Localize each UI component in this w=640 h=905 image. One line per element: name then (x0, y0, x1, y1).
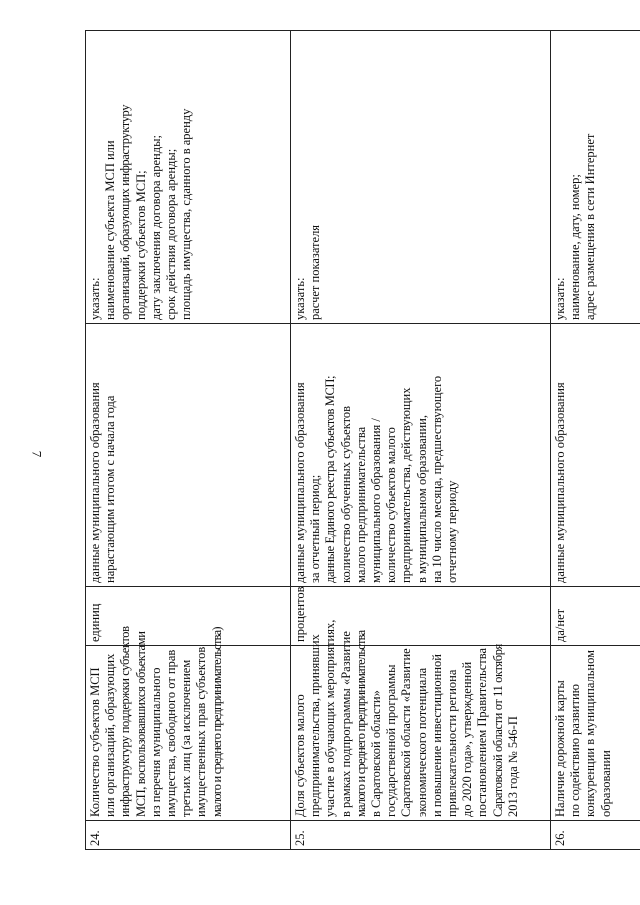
text-line: государственной программы (384, 664, 399, 817)
text-line: на 10 число месяца, предшествующего (429, 375, 444, 583)
data-source-cell (291, 324, 551, 587)
text-line: указать: (293, 277, 307, 320)
text-line: предпринимательства, действующих (399, 387, 414, 583)
text-line: количество обученных субъектов (338, 405, 353, 583)
text-line: площадь имущества, сданного в аренду (179, 108, 194, 320)
table-row (86, 31, 291, 850)
rotated-table-frame (85, 30, 640, 850)
text-line: данные Единого реестра субъектов МСП; (323, 375, 338, 583)
text-line: до 2020 года», утвержденной (460, 661, 475, 817)
text-line: малого предпринимательства (353, 426, 368, 583)
text-line: срок действия договора аренды; (164, 148, 179, 320)
text-line: за отчетный период; (308, 474, 323, 583)
text-line: экономического потенциала (414, 667, 429, 817)
text-line: конкуренции в муниципальном (583, 649, 598, 817)
text-line: привлекательности региона (445, 669, 460, 817)
text-line: предпринимательства, принявших (308, 634, 323, 817)
text-line: инфраструктуру поддержки субъектов (118, 626, 133, 817)
row-number: 25. (291, 821, 551, 850)
text-line: расчет показателя (308, 224, 323, 320)
text-line: данные муниципального образования (293, 382, 307, 583)
text-line: третьих лиц (за исключением (179, 659, 194, 817)
text-line: данные муниципального образования (553, 382, 567, 583)
text-line: постановлением Правительства (475, 647, 490, 817)
text-line: организаций, образующих инфраструктуру (118, 104, 133, 320)
unit-cell: процентов (291, 587, 551, 646)
text-line: указать: (553, 277, 567, 320)
text-line: в муниципальном образовании, (414, 415, 429, 583)
text-line: данные муниципального образования (88, 382, 102, 583)
unit-cell: да/нет (551, 587, 640, 646)
text-line: и повышение инвестиционной (429, 654, 444, 817)
text-line: имущества, свободного от прав (164, 649, 179, 817)
text-line: имущественных прав субъектов (194, 646, 209, 817)
table-row (551, 31, 640, 850)
text-line: 2013 года № 546-П (505, 716, 520, 817)
text-line: по содействию развитию (568, 684, 583, 817)
landscape-sheet (85, 30, 640, 850)
text-line: количество субъектов малого (384, 427, 399, 583)
indicators-table (85, 30, 640, 850)
indicator-name (86, 626, 291, 821)
text-line: или организаций, образующих (103, 653, 118, 817)
page-number: 7 (29, 450, 45, 458)
row-number: 24. (86, 821, 291, 850)
data-source-cell (86, 324, 291, 587)
row-number: 26. (551, 821, 640, 850)
text-line: в рамках подпрограммы «Развитие (338, 631, 353, 817)
note-cell (551, 31, 640, 324)
text-line: из перечня муниципального (148, 667, 163, 817)
text-line: малого и среднего предпринимательства (353, 630, 368, 817)
table-row (291, 31, 551, 850)
note-cell (86, 31, 291, 324)
indicator-name (291, 619, 551, 821)
text-line: Наличие дорожной карты (553, 680, 567, 817)
text-line: наименование, дату, номер; (568, 174, 583, 320)
unit-cell: единиц (86, 587, 291, 646)
text-line: поддержки субъектов МСП; (133, 170, 148, 320)
indicator-name (551, 646, 640, 821)
note-cell (291, 31, 551, 324)
text-line: Доля субъектов малого (293, 694, 307, 817)
text-line: нарастающим итогом с начала года (103, 395, 118, 583)
text-line: в Саратовской области» (369, 690, 384, 817)
text-line: образовании (598, 750, 613, 817)
text-line: малого и среднего предпринимательства) (209, 627, 224, 817)
text-line: Саратовской области от 11 октября (490, 644, 505, 817)
text-line: МСП, воспользовавшихся объектами (133, 631, 148, 817)
text-line: дату заключения договора аренды; (148, 135, 163, 320)
data-source-cell (551, 324, 640, 587)
text-line: отчетному периоду (445, 480, 460, 583)
text-line: Количество субъектов МСП (88, 667, 102, 817)
text-line: адрес размещения в сети Интернет (583, 133, 598, 320)
text-line: муниципального образования / (369, 418, 384, 583)
text-line: наименование субъекта МСП или (103, 140, 118, 320)
text-line: участие в обучающих мероприятиях, (323, 619, 338, 817)
text-line: указать: (88, 277, 102, 320)
text-line: Саратовской области «Развитие (399, 648, 414, 817)
